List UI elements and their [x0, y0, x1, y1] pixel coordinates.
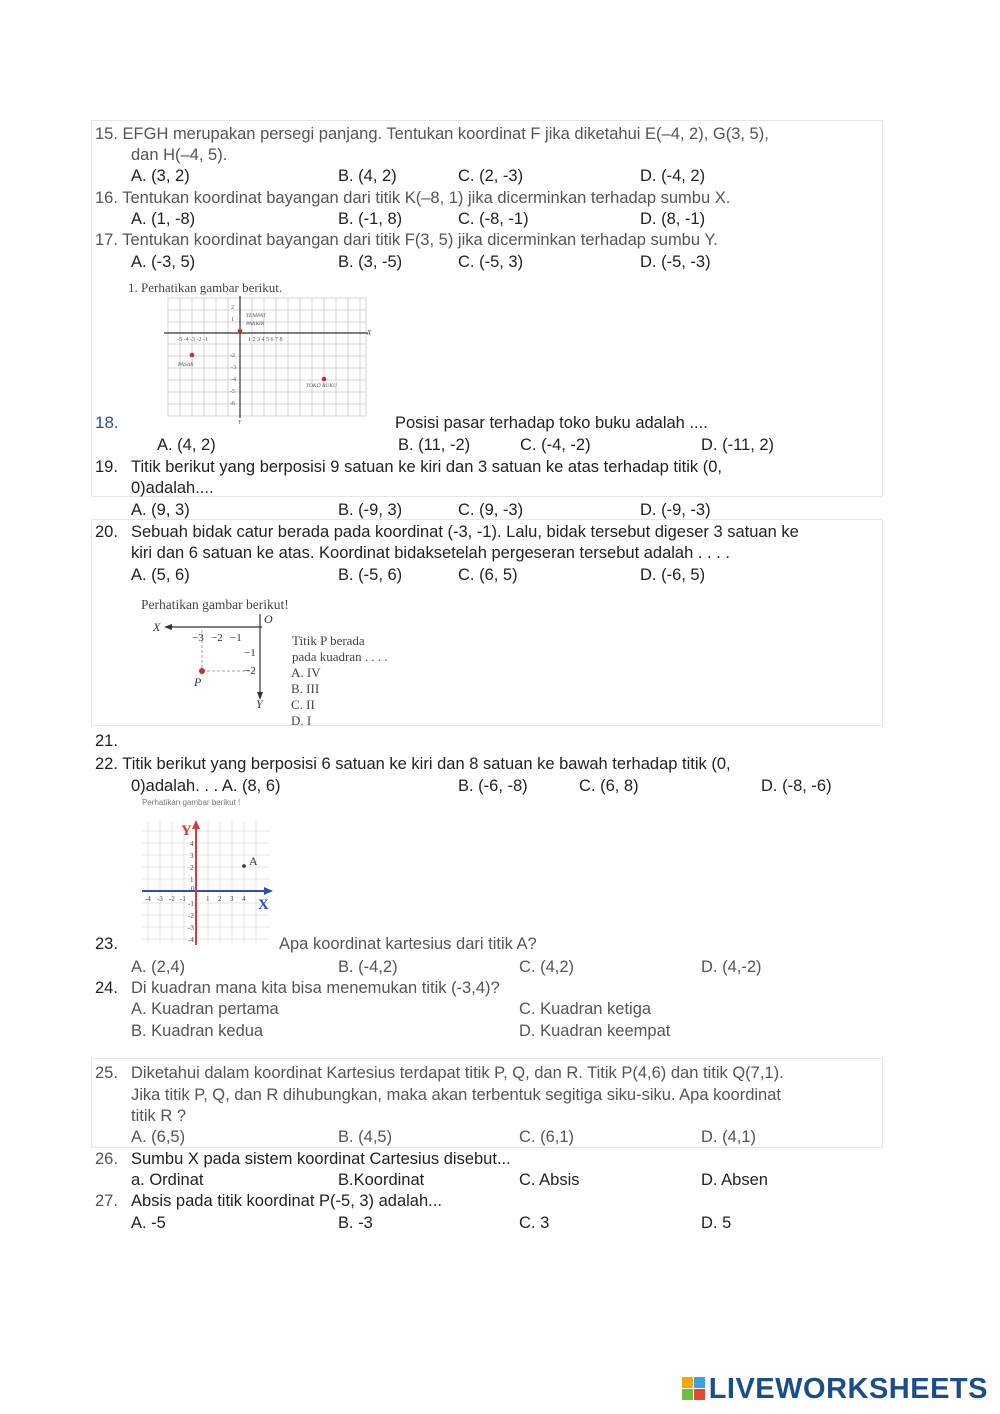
option-27-a[interactable]: A. -5: [131, 1214, 166, 1232]
question-21-number: 21.: [95, 732, 118, 750]
option-23-a[interactable]: A. (2,4): [131, 958, 186, 976]
question-19-text-cont: 0)adalah....: [131, 479, 214, 497]
question-19-text: Titik berikut yang berposisi 9 satuan ke kiri dan 3 satuan ke atas terhadap titik (0,: [131, 458, 722, 476]
figure-23-ytick-4: 4: [190, 840, 194, 848]
figure-21-y: Y: [256, 697, 263, 711]
option-27-c[interactable]: C. 3: [519, 1214, 550, 1232]
option-16-d[interactable]: D. (8, -1): [640, 210, 706, 228]
svg-text:1: 1: [231, 317, 234, 323]
figure-21-tick-y-2: −2: [244, 665, 256, 677]
figure-23-xtick-m2: -2: [169, 895, 175, 903]
option-19-c[interactable]: C. (9, -3): [458, 501, 524, 519]
svg-text:1 2 3 4 5 6 7 8: 1 2 3 4 5 6 7 8: [248, 337, 283, 343]
question-17-text: 17. Tentukan koordinat bayangan dari titik F(3, 5) jika dicerminkan terhadap sumbu Y.: [95, 231, 718, 249]
option-20-c[interactable]: C. (6, 5): [458, 566, 518, 584]
figure-23-grid: [138, 815, 278, 947]
point-toko-buku: [322, 377, 327, 382]
question-20-text: Sebuah bidak catur berada pada koordinat (-3, -1). Lalu, bidak tersebut digeser 3 satuan ke: [131, 523, 799, 541]
figure-23-ytick-m1: -1: [188, 900, 194, 908]
question-20-text-cont: kiri dan 6 satuan ke atas. Koordinat bidaksetelah pergeseran tersebut adalah . . . .: [131, 544, 730, 562]
option-22-c[interactable]: C. (6, 8): [579, 777, 639, 795]
option-25-c[interactable]: C. (6,1): [519, 1128, 575, 1146]
question-18-number: 18.: [95, 413, 119, 432]
figure-23-ytick-2: 2: [190, 864, 194, 872]
figure-23-y-label: Y: [181, 823, 192, 839]
figure-21-option-a: A. IV: [291, 665, 321, 680]
figure-23-xtick-m3: -3: [157, 895, 163, 903]
svg-text:-2: -2: [230, 353, 235, 359]
option-19-d[interactable]: D. (-9, -3): [640, 501, 711, 519]
figure-18-y-label: Y: [238, 420, 242, 424]
option-18-d[interactable]: D. (-11, 2): [701, 436, 775, 454]
svg-text:-6: -6: [230, 401, 235, 407]
figure-23-a-label: A: [249, 854, 258, 868]
figure-23-ytick-3: 3: [190, 852, 194, 860]
question-16-text: 16. Tentukan koordinat bayangan dari titik K(–8, 1) jika dicerminkan terhadap sumbu X.: [95, 189, 731, 207]
figure-23-ytick-0: 0: [191, 885, 195, 893]
question-15-text: 15. EFGH merupakan persegi panjang. Tentukan koordinat F jika diketahui E(–4, 2), G(3, 5),: [95, 125, 769, 143]
figure-21-tick-x-1: −1: [230, 632, 242, 644]
option-17-b[interactable]: B. (3, -5): [338, 253, 403, 271]
figure-18-caption: 1. Perhatikan gambar berikut.: [128, 280, 283, 295]
question-22-text-cont: 0)adalah. . . A. (8, 6): [131, 777, 281, 795]
option-24-b[interactable]: B. Kuadran kedua: [131, 1022, 264, 1040]
figure-23-xtick-4: 4: [242, 895, 246, 903]
svg-text:-5: -5: [230, 389, 235, 395]
option-27-b[interactable]: B. -3: [338, 1214, 373, 1232]
question-22-text: 22. Titik berikut yang berposisi 6 satuan ke kiri dan 8 satuan ke bawah terhadap titik (0,: [95, 755, 731, 773]
option-26-a[interactable]: a. Ordinat: [131, 1171, 204, 1189]
figure-23-xtick-2: 2: [218, 895, 222, 903]
figure-21-option-d: D. I: [291, 713, 312, 728]
svg-text:-4: -4: [231, 377, 236, 383]
option-18-c[interactable]: C. (-4, -2): [520, 436, 591, 454]
question-19-number: 19.: [95, 458, 118, 476]
option-22-d[interactable]: D. (-8, -6): [761, 777, 832, 795]
question-26-text: Sumbu X pada sistem koordinat Cartesius disebut...: [131, 1150, 511, 1168]
option-19-a[interactable]: A. (9, 3): [131, 501, 190, 519]
figure-21-tick-x-3: −3: [192, 632, 204, 644]
option-26-c[interactable]: C. Absis: [519, 1171, 580, 1189]
option-22-b[interactable]: B. (-6, -8): [458, 777, 528, 795]
point-pasar: [190, 353, 195, 358]
option-25-b[interactable]: B. (4,5): [338, 1128, 393, 1146]
point-p: [199, 668, 205, 674]
point-tempat-parkir: [238, 329, 243, 334]
option-19-b[interactable]: B. (-9, 3): [338, 501, 403, 519]
question-27-text: Absis pada titik koordinat P(-5, 3) adalah...: [131, 1192, 442, 1210]
figure-23-ytick-m3: -3: [188, 924, 194, 932]
figure-23-ytick-1: 1: [190, 876, 194, 884]
figure-18-x-label: X: [367, 329, 372, 337]
figure-21-p: P: [194, 675, 202, 689]
option-26-b[interactable]: B.Koordinat: [338, 1171, 425, 1189]
figure-21-option-b: B. III: [291, 681, 320, 696]
label-parkir: PARKIR: [246, 321, 265, 327]
figure-21-o: O: [264, 612, 273, 626]
figure-21-option-c: C. II: [291, 697, 315, 712]
figure-21-caption: Perhatikan gambar berikut!: [141, 597, 289, 612]
figure-18-grid: [160, 294, 375, 424]
option-25-d[interactable]: D. (4,1): [701, 1128, 757, 1146]
option-23-c[interactable]: C. (4,2): [519, 958, 575, 976]
option-20-b[interactable]: B. (-5, 6): [338, 566, 403, 584]
option-15-d[interactable]: D. (-4, 2): [640, 167, 706, 185]
figure-23-xtick-m4: -4: [145, 895, 151, 903]
option-17-a[interactable]: A. (-3, 5): [131, 253, 196, 271]
svg-text:-5 -4 -3 -2 -1: -5 -4 -3 -2 -1: [177, 337, 208, 343]
question-23-number: 23.: [95, 935, 118, 953]
option-23-d[interactable]: D. (4,-2): [701, 958, 762, 976]
question-18-text: Posisi pasar terhadap toko buku adalah ....: [395, 414, 708, 432]
option-15-b[interactable]: B. (4, 2): [338, 167, 397, 185]
option-17-d[interactable]: D. (-5, -3): [640, 253, 711, 271]
option-16-b[interactable]: B. (-1, 8): [338, 210, 403, 228]
option-23-b[interactable]: B. (-4,2): [338, 958, 398, 976]
figure-23-xtick-3: 3: [230, 895, 234, 903]
option-27-d[interactable]: D. 5: [701, 1214, 732, 1232]
question-27-number: 27.: [95, 1192, 118, 1210]
figure-21-tick-y-1: −1: [244, 647, 256, 659]
option-18-b[interactable]: B. (11, -2): [398, 436, 471, 454]
point-a: [242, 864, 246, 868]
question-20-number: 20.: [95, 523, 118, 541]
svg-text:-3: -3: [231, 365, 236, 371]
option-25-a[interactable]: A. (6,5): [131, 1128, 186, 1146]
option-20-a[interactable]: A. (5, 6): [131, 566, 190, 584]
option-15-a[interactable]: A. (3, 2): [131, 167, 190, 185]
question-25-number: 25.: [95, 1064, 118, 1082]
question-24-text: Di kuadran mana kita bisa menemukan titik (-3,4)?: [131, 979, 500, 997]
figure-23-caption: Perhatikan gambar berikut !: [142, 798, 241, 807]
option-18-a[interactable]: A. (4, 2): [157, 436, 216, 454]
figure-21-diagram: [148, 610, 283, 715]
option-17-c[interactable]: C. (-5, 3): [458, 253, 524, 271]
option-16-a[interactable]: A. (1, -8): [131, 210, 196, 228]
label-pasar: PASAR: [178, 362, 194, 368]
logo-text: LIVEWORKSHEETS: [708, 1372, 988, 1405]
question-25-text-cont: Jika titik P, Q, dan R dihubungkan, maka akan terbentuk segitiga siku-siku. Apa koordinat: [131, 1086, 781, 1104]
option-24-c[interactable]: C. Kuadran ketiga: [519, 1000, 652, 1018]
option-16-c[interactable]: C. (-8, -1): [458, 210, 529, 228]
question-25-text-cont2: titik R ?: [131, 1107, 187, 1125]
logo-blocks-icon: [681, 1376, 707, 1402]
question-15-text-cont: dan H(–4, 5).: [131, 146, 228, 164]
option-26-d[interactable]: D. Absen: [701, 1171, 768, 1189]
figure-23-x-label: X: [258, 897, 269, 913]
label-tempat: TEMPAT: [246, 313, 266, 319]
figure-21-x: X: [153, 620, 161, 634]
figure-23-ytick-m4: -4: [188, 936, 194, 944]
figure-23-xtick-1: 1: [206, 895, 210, 903]
figure-23-ytick-m2: -2: [188, 912, 194, 920]
svg-text:2: 2: [231, 305, 234, 311]
figure-23-xtick-m1: -1: [180, 895, 186, 903]
figure-21-tick-x-2: −2: [211, 632, 223, 644]
option-24-d[interactable]: D. Kuadran keempat: [519, 1022, 671, 1040]
label-toko-buku: TOKO BUKU: [306, 383, 337, 389]
figure-21-question: Titik P berada: [292, 633, 365, 648]
question-23-text: Apa koordinat kartesius dari titik A?: [279, 935, 537, 953]
liveworksheets-logo: [681, 1374, 988, 1404]
figure-21-question-cont: pada kuadran . . . .: [292, 649, 388, 664]
question-26-number: 26.: [95, 1150, 118, 1168]
question-25-text: Diketahui dalam koordinat Kartesius terdapat titik P, Q, dan R. Titik P(4,6) dan titik Q(7,1).: [131, 1064, 784, 1082]
option-24-a[interactable]: A. Kuadran pertama: [131, 1000, 279, 1018]
option-15-c[interactable]: C. (2, -3): [458, 167, 524, 185]
option-20-d[interactable]: D. (-6, 5): [640, 566, 706, 584]
question-24-number: 24.: [95, 979, 118, 997]
